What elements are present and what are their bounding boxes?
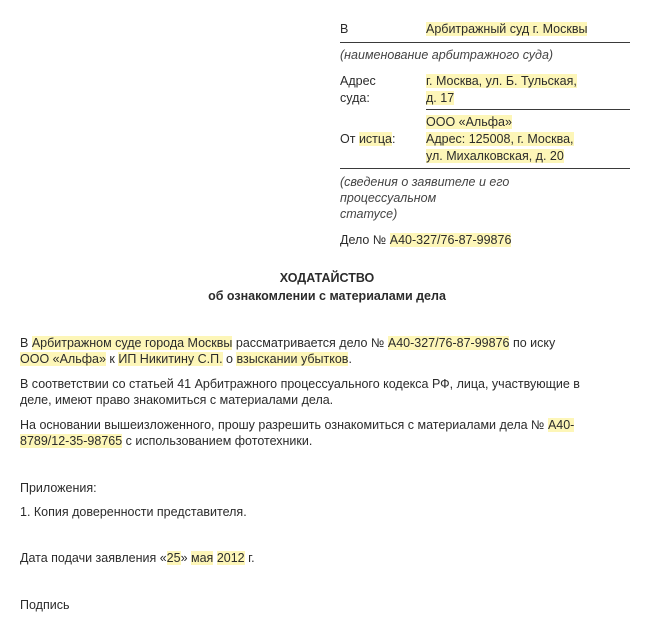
paragraph-request: На основании вышеизложенного, прошу разрешить ознакомиться с материалами дела № А40- 8789/12-35-98765 с использованием фототехники. <box>20 418 575 448</box>
case-number: А40-327/76-87-99876 <box>389 233 512 247</box>
to-label: В <box>340 22 349 36</box>
document-subtitle: об ознакомлении с материалами дела <box>208 289 446 303</box>
court-address-line2: д. 17 <box>426 91 455 105</box>
from-label: От истца: <box>340 132 396 146</box>
plaintiff-label: истца <box>358 132 393 146</box>
court-name: Арбитражный суд г. Москвы <box>426 22 588 36</box>
plaintiff-underline <box>340 168 630 169</box>
date-day: 25 <box>166 551 181 565</box>
signature-label: Подпись <box>20 598 70 612</box>
date-month: мая <box>191 551 214 565</box>
plaintiff-address-line2: ул. Михалковская, д. 20 <box>426 149 564 163</box>
court-name-underline <box>340 42 630 43</box>
plaintiff-address-line1: Адрес: 125008, г. Москва, <box>426 132 574 146</box>
party-defendant: ИП Никитину С.П. <box>118 352 223 366</box>
party-plaintiff: ООО «Альфа» <box>20 352 106 366</box>
document-title: ХОДАТАЙСТВО <box>279 271 375 285</box>
case-label: Дело № <box>340 233 387 247</box>
applicant-note-line2: процессуальном <box>340 191 437 205</box>
address-label-line2: суда: <box>340 91 370 105</box>
attachments-label: Приложения: <box>20 481 97 495</box>
court-address-line1: г. Москва, ул. Б. Тульская, <box>426 74 577 88</box>
court-name-note: (наименование арбитражного суда) <box>340 48 554 62</box>
plaintiff-name: ООО «Альфа» <box>426 115 512 129</box>
attachment-item: 1. Копия доверенности представителя. <box>20 505 247 519</box>
claim-subject: взыскании убытков <box>236 352 349 366</box>
address-label-line1: Адрес <box>340 74 376 88</box>
case-reference: А40-327/76-87-99876 <box>387 336 510 350</box>
request-case-part2: 8789/12-35-98765 <box>20 434 123 448</box>
court-address-underline <box>426 109 630 110</box>
court-reference: Арбитражном суде города Москвы <box>31 336 233 350</box>
applicant-note-line3: статусе) <box>340 207 398 221</box>
paragraph-legal-basis: В соответствии со статьей 41 Арбитражного процессуального кодекса РФ, лица, участвующие в деле, имеют право знакомиться с материалами дела. <box>20 377 580 407</box>
applicant-note-line1: (сведения о заявителе и его <box>340 175 510 189</box>
date-year: 2012 <box>216 551 245 565</box>
submission-date: Дата подачи заявления «25» мая 2012 г. <box>20 551 255 565</box>
request-case-part1: А40- <box>547 418 575 432</box>
case-line <box>340 233 511 247</box>
paragraph-case-info: В Арбитражном суде города Москвы рассматривается дело № А40-327/76-87-99876 по иску ООО «Альфа» к ИП Никитину С.П. о взыскании убытков. <box>20 336 556 366</box>
